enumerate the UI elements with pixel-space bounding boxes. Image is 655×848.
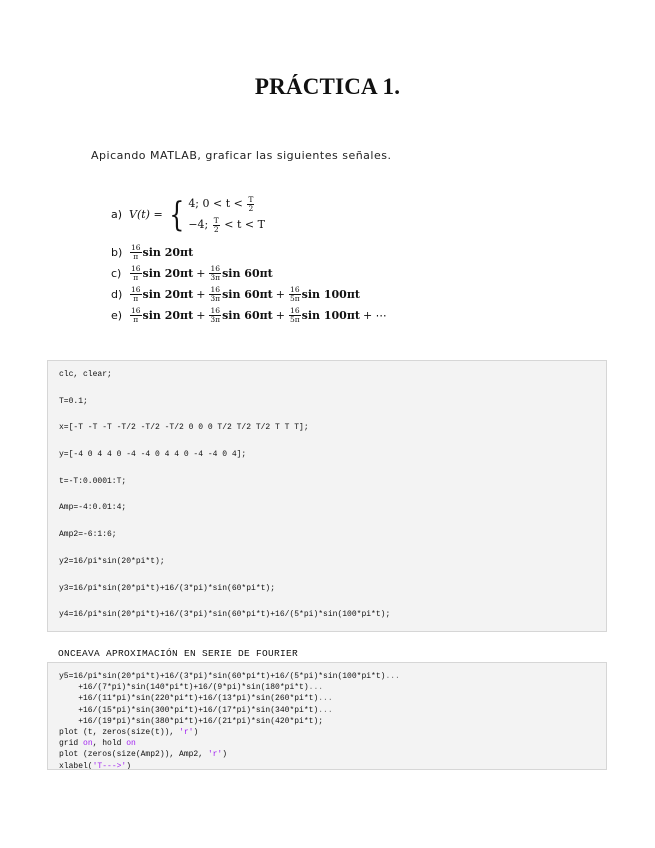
list-item-a <box>111 196 265 233</box>
math-term: sin 60πt <box>222 287 273 301</box>
code-line: +16/(19*pi)*sin(380*pi*t)+16/(21*pi)*sin(420*pi*t); <box>59 716 324 726</box>
code-line: +16/(11*pi)*sin(220*pi*t)+16/(13*pi)*sin(260*pi*t)... <box>59 694 333 704</box>
code-line: +16/(7*pi)*sin(140*pi*t)+16/(9*pi)*sin(180*pi*t)... <box>59 683 324 693</box>
item-label: b) <box>111 245 123 259</box>
code-line: Amp2=-6:1:6; <box>59 530 117 540</box>
math-term: sin 20πt <box>142 308 194 322</box>
math-term: sin 60πt <box>222 266 273 280</box>
code-line: plot (zeros(size(Amp2)), Amp2, 'r') <box>59 750 228 760</box>
case-2: −4; $\frac{T}{2}$ < t < T <box>188 216 265 234</box>
item-label: e) <box>111 308 123 322</box>
brace-symbol: { <box>168 194 185 235</box>
code-block-fourier <box>47 662 607 770</box>
code-line: y5=16/pi*sin(20*pi*t)+16/(3*pi)*sin(60*pi*t)+16/(5*pi)*sin(100*pi*t)... <box>59 672 400 681</box>
equation-lhs: V(t) = <box>129 208 163 221</box>
code-line: plot (t, zeros(size(t)), 'r') <box>59 727 199 737</box>
math-term: sin 100πt <box>301 287 360 301</box>
list-item-c: c) $\frac{16}{\pi}$ sin 20πt + $\frac{16}{3\pi}$ sin 60πt <box>111 264 273 282</box>
math-term: sin 100πt <box>301 308 360 322</box>
intro-text: Apicando MATLAB, graficar las siguientes señales. <box>91 149 392 162</box>
piecewise-cases <box>188 196 265 233</box>
code-line: clc, clear; <box>59 370 112 379</box>
math-term: sin 20πt <box>142 287 194 301</box>
list-item-d: d) $\frac{16}{\pi}$ sin 20πt + $\frac{16}{3\pi}$ sin 60πt + $\frac{16}{5\pi}$ sin 100πt <box>111 285 360 303</box>
list-item-b: b) $\frac{16}{\pi}$ sin 20πt <box>111 243 194 261</box>
code-line: x=[-T -T -T -T/2 -T/2 -T/2 0 0 0 T/2 T/2 T/2 T T T]; <box>59 423 309 433</box>
code-line: y2=16/pi*sin(20*pi*t); <box>59 556 165 566</box>
list-item-e: e) $\frac{16}{\pi}$ sin 20πt + $\frac{16}{3\pi}$ sin 60πt + $\frac{16}{5\pi}$ sin 100πt + ⋯ <box>111 306 387 324</box>
code-line: grid on, hold on <box>59 739 136 749</box>
case-1: 4; 0 < t < $\frac{T}{2}$ <box>188 195 254 213</box>
code-line: y4=16/pi*sin(20*pi*t)+16/(3*pi)*sin(60*pi*t)+16/(5*pi)*sin(100*pi*t); <box>59 610 391 620</box>
code-line: Amp=-4:0.01:4; <box>59 503 127 513</box>
item-label: d) <box>111 287 123 301</box>
math-term: sin 20πt <box>142 266 194 280</box>
code-block-setup <box>47 360 607 632</box>
code-line: T=0.1; <box>59 396 88 406</box>
item-label: a) <box>111 208 123 221</box>
item-label: c) <box>111 266 122 280</box>
math-term: sin 20πt <box>142 245 194 259</box>
code-line: y=[-4 0 4 4 0 -4 -4 0 4 4 0 -4 -4 0 4]; <box>59 450 247 460</box>
page-title: PRÁCTICA 1. <box>254 74 401 99</box>
code-line: y3=16/pi*sin(20*pi*t)+16/(3*pi)*sin(60*pi*t); <box>59 583 276 593</box>
code-line: xlabel('T--->') <box>59 761 132 770</box>
code-line: t=-T:0.0001:T; <box>59 476 127 486</box>
math-term: sin 60πt <box>222 308 273 322</box>
section-heading: ONCEAVA APROXIMACIÓN EN SERIE DE FOURIER <box>58 648 299 659</box>
code-line: +16/(15*pi)*sin(300*pi*t)+16/(17*pi)*sin(340*pi*t)... <box>59 705 333 715</box>
